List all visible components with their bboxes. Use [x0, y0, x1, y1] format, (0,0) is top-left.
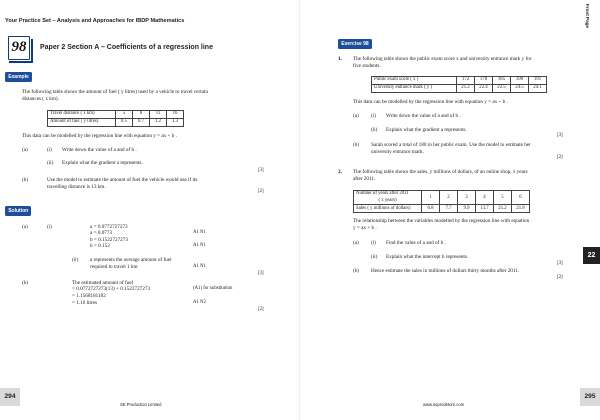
table-cell: Travel distance ( x km)	[48, 111, 116, 119]
example-tag: Example	[5, 72, 32, 82]
question-text: The following table shows the public exam score x and university entrance mark y for	[353, 56, 532, 62]
table-cell: 22.4	[475, 85, 493, 93]
part-label: (a)	[353, 113, 359, 119]
table-cell: Amount of fuel ( y litres)	[48, 119, 116, 127]
subpart-label: (i)	[371, 240, 376, 246]
working-line: required to travel 1 km	[90, 264, 138, 270]
question-text: five students.	[353, 63, 381, 69]
part-label: (b)	[22, 280, 29, 286]
mark-scheme: A1 N1	[193, 264, 206, 269]
question-text: Write down the value of a and of b .	[386, 113, 461, 119]
mark-scheme: A1 N1	[193, 230, 206, 235]
marks: [3]	[557, 133, 563, 138]
part-label: (b)	[353, 142, 360, 148]
example-model: This data can be modelled by the regression line with equation y = ax + b .	[22, 133, 177, 139]
working-line: b = 0.152	[90, 243, 110, 249]
question-text: Explain what the intercept b represents.	[386, 254, 469, 260]
left-page-number: 294	[0, 388, 20, 406]
table-row	[354, 205, 530, 213]
mark-scheme: (A1) for substitution	[193, 286, 233, 291]
section-title: Paper 2 Section A – Coefficients of a regression line	[40, 44, 213, 51]
working-line: The estimated amount of fuel	[72, 280, 134, 286]
table-cell: 24.5	[511, 85, 529, 93]
subpart-label: (i)	[47, 224, 52, 230]
book-title: Your Practice Set – Analysis and Approaches for IBDP Mathematics	[5, 18, 185, 24]
exercise-tag: Exercise 98	[338, 39, 372, 49]
marks: [3]	[258, 271, 264, 276]
example-table	[47, 110, 184, 127]
table-cell: 172	[457, 77, 475, 85]
marks: [2]	[258, 307, 264, 312]
table-cell: 4	[476, 191, 494, 205]
table-cell: 1	[422, 191, 440, 205]
subpart-label: (ii)	[47, 160, 54, 166]
table-cell: University entrance mark ( y )	[372, 85, 457, 93]
chapter-tab: 22	[583, 247, 600, 264]
right-page-number: 295	[580, 388, 600, 406]
example-intro-1: The following table shows the amount of fuel ( y litres) used by a vehicle to travel certain	[22, 89, 208, 95]
table-cell: 178	[475, 77, 493, 85]
question-number: 2.	[338, 169, 342, 175]
table-cell: 21.2	[457, 85, 475, 93]
table-cell: 8	[133, 111, 150, 119]
question-text: Explain what the gradient a represents.	[62, 160, 143, 166]
subpart-label: (i)	[47, 147, 52, 153]
working-line: b = 0.1522727273	[90, 237, 128, 243]
table-cell: Public exam score ( x )	[372, 77, 457, 85]
q2-table	[353, 190, 530, 213]
table-cell: 5	[494, 191, 512, 205]
question-text: y = ax + b .	[353, 225, 377, 231]
working-line: = 1.1568181182	[72, 293, 106, 299]
table-cell: 22.5	[493, 85, 511, 93]
working-line: = 1.16 litres	[72, 300, 97, 306]
front-page-text: Front Page	[585, 4, 590, 28]
table-cell: 11	[150, 111, 167, 119]
table-row	[372, 85, 547, 93]
table-cell	[354, 191, 422, 205]
publisher: SE Production Limited	[120, 402, 162, 407]
table-cell: 21.8	[512, 205, 530, 213]
question-text: Hence estimate the sales in millions of dollars thirty months after 2011.	[371, 268, 520, 274]
part-label: (a)	[353, 240, 359, 246]
q1-table	[371, 76, 547, 93]
table-cell-subline: ( x years)	[378, 197, 397, 203]
subpart-label: (ii)	[72, 257, 79, 263]
table-cell: Sales ( y millions of dollars)	[354, 205, 422, 213]
table-cell: 1.2	[150, 119, 167, 127]
table-cell: 185	[493, 77, 511, 85]
part-label: (b)	[22, 177, 29, 183]
question-text: Explain what the gradient a represents.	[386, 127, 467, 133]
working-line: a represents the average amount of fuel	[90, 257, 172, 263]
table-cell: 24.1	[529, 85, 547, 93]
table-row	[48, 111, 184, 119]
subpart-label: (ii)	[371, 254, 378, 260]
part-label: (a)	[22, 147, 28, 153]
table-cell: 191	[529, 77, 547, 85]
table-cell: 0.7	[133, 119, 150, 127]
table-cell: 16	[167, 111, 184, 119]
table-cell: 6	[512, 191, 530, 205]
table-cell: 3	[458, 191, 476, 205]
question-text: The relationship between the variables modelled by the regression line with equation	[353, 218, 530, 224]
question-text: Write down the value of a and of b .	[62, 147, 137, 153]
model-text: This data can be modelled by the regression line with equation y = ax + b .	[353, 99, 508, 105]
question-text: The following table shows the sales, y millions of dollars, of an online shop, x years	[353, 169, 528, 175]
table-cell: 1.3	[167, 119, 184, 127]
marks: [3]	[258, 168, 264, 173]
table-cell: 6.8	[422, 205, 440, 213]
table-cell: 13.7	[476, 205, 494, 213]
marks: [2]	[557, 275, 563, 280]
table-row	[372, 77, 547, 85]
marks: [2]	[557, 155, 563, 160]
question-text: university entrance mark.	[371, 149, 424, 155]
question-text: Use the model to estimate the amount of fuel the vehicle would use if its	[47, 177, 198, 183]
mark-scheme: A1 N2	[193, 300, 206, 305]
question-number: 1.	[338, 56, 342, 62]
table-cell: 9.9	[458, 205, 476, 213]
question-text: after 2011.	[353, 176, 376, 182]
table-cell: 21.2	[494, 205, 512, 213]
page-gutter	[299, 0, 300, 420]
website: www.seprodstore.com	[423, 402, 465, 407]
front-page-label	[578, 4, 596, 44]
marks: [3]	[557, 261, 563, 266]
question-text: travelling distance is 13 km.	[47, 184, 106, 190]
subpart-label: (i)	[371, 113, 376, 119]
table-cell: 5	[116, 111, 133, 119]
section-number: 98	[11, 39, 27, 55]
part-label: (a)	[22, 224, 28, 230]
question-text: Sarah scored a total of 180 in her public exam. Use the model to estimate her	[371, 142, 531, 148]
example-intro-2: distances ( x km).	[22, 96, 59, 102]
table-row	[354, 191, 530, 205]
table-cell-line: Number of years after 2011	[356, 191, 409, 197]
mark-scheme: A1 N1	[193, 243, 206, 248]
question-text: Find the value of a and of b .	[386, 240, 446, 246]
table-cell: 0.5	[116, 119, 133, 127]
working-line: a = 0.0772727273	[90, 224, 128, 230]
solution-tag: Solution	[5, 206, 31, 216]
table-row	[48, 119, 184, 127]
working-line: a = 0.0773	[90, 230, 113, 236]
table-cell: 190	[511, 77, 529, 85]
table-cell: 2	[440, 191, 458, 205]
section-number-box	[8, 36, 30, 60]
part-label: (b)	[353, 268, 360, 274]
working-line: = 0.0772727273(13) + 0.1522727273	[72, 286, 151, 292]
subpart-label: (ii)	[371, 127, 378, 133]
marks: [2]	[258, 189, 264, 194]
table-cell: 7.7	[440, 205, 458, 213]
